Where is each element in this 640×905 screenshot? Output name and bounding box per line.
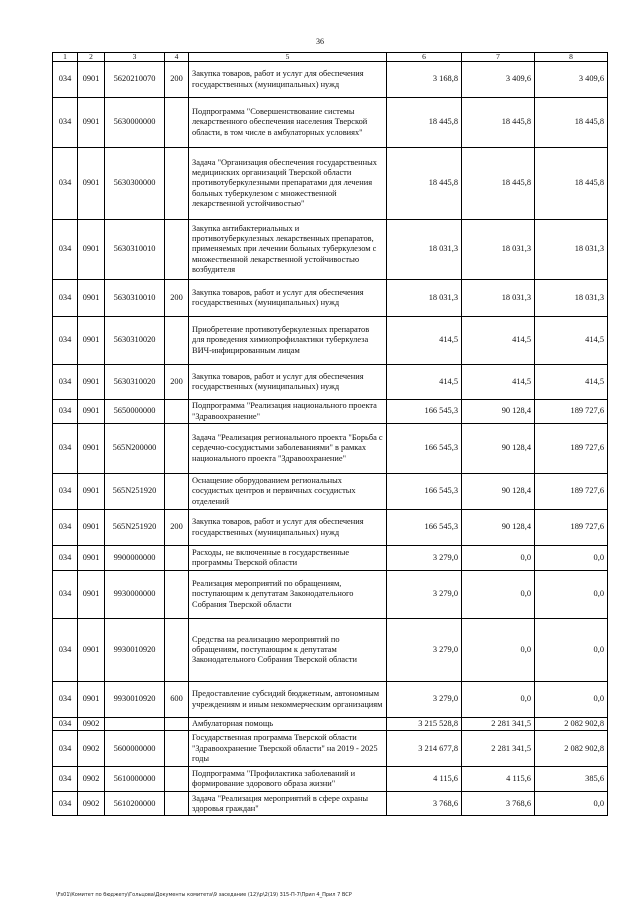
cell-target-article-code: 5630310020: [105, 317, 165, 365]
cell-amount-col8: 414,5: [535, 317, 608, 365]
cell-amount-col7: 0,0: [462, 571, 535, 619]
cell-description: Закупка антибактериальных и противотуберкулезных лекарственных препаратов, применяемых при лечении больных туберкулезом с множественной лекарственной устойчивостью возбудителя: [189, 220, 387, 280]
cell-section-code: 0901: [78, 365, 105, 400]
cell-section-code: 0902: [78, 731, 105, 767]
cell-amount-col8: 3 409,6: [535, 62, 608, 98]
cell-amount-col6: 166 545,3: [387, 400, 462, 424]
cell-amount-col7: 18 445,8: [462, 98, 535, 148]
page-number: 36: [316, 37, 324, 46]
cell-amount-col7: 2 281 341,5: [462, 731, 535, 767]
table-row: [53, 424, 608, 474]
cell-amount-col6: 3 279,0: [387, 682, 462, 718]
cell-amount-col7: 90 128,4: [462, 400, 535, 424]
cell-section-code: 0901: [78, 317, 105, 365]
column-header-6: 6: [387, 53, 462, 62]
cell-ministry-code: 034: [53, 62, 78, 98]
cell-amount-col7: 4 115,6: [462, 767, 535, 792]
cell-ministry-code: 034: [53, 400, 78, 424]
cell-expense-type-code: 200: [165, 62, 189, 98]
cell-target-article-code: 5650000000: [105, 400, 165, 424]
cell-ministry-code: 034: [53, 571, 78, 619]
table-row: [53, 98, 608, 148]
cell-section-code: 0901: [78, 220, 105, 280]
cell-expense-type-code: [165, 220, 189, 280]
cell-amount-col8: 189 727,6: [535, 510, 608, 546]
cell-expense-type-code: [165, 792, 189, 816]
cell-expense-type-code: [165, 317, 189, 365]
cell-amount-col6: 3 279,0: [387, 619, 462, 682]
cell-amount-col8: 2 082 902,8: [535, 731, 608, 767]
cell-description: Реализация мероприятий по обращениям, поступающим к депутатам Законодательного Собрания Тверской области: [189, 571, 387, 619]
table-row: [53, 718, 608, 731]
cell-amount-col7: 0,0: [462, 619, 535, 682]
table-row: [53, 62, 608, 98]
column-header-3: 3: [105, 53, 165, 62]
cell-section-code: 0901: [78, 62, 105, 98]
cell-target-article-code: 565N251920: [105, 510, 165, 546]
cell-section-code: 0902: [78, 792, 105, 816]
cell-target-article-code: 565N251920: [105, 474, 165, 510]
cell-amount-col6: 18 445,8: [387, 148, 462, 220]
cell-target-article-code: 5610000000: [105, 767, 165, 792]
cell-description: Подпрограмма "Реализация национального проекта "Здравоохранение": [189, 400, 387, 424]
cell-description: Закупка товаров, работ и услуг для обеспечения государственных (муниципальных) нужд: [189, 365, 387, 400]
cell-target-article-code: 5630310010: [105, 280, 165, 317]
table-row: [53, 400, 608, 424]
cell-amount-col8: 0,0: [535, 619, 608, 682]
cell-description: Закупка товаров, работ и услуг для обеспечения государственных (муниципальных) нужд: [189, 510, 387, 546]
cell-ministry-code: 034: [53, 619, 78, 682]
cell-expense-type-code: 200: [165, 510, 189, 546]
cell-section-code: 0902: [78, 767, 105, 792]
cell-target-article-code: 9930010920: [105, 619, 165, 682]
cell-ministry-code: 034: [53, 767, 78, 792]
cell-amount-col8: 0,0: [535, 546, 608, 571]
cell-amount-col8: 189 727,6: [535, 424, 608, 474]
cell-expense-type-code: [165, 400, 189, 424]
budget-table: [52, 52, 608, 816]
cell-amount-col6: 18 031,3: [387, 220, 462, 280]
cell-amount-col7: 414,5: [462, 365, 535, 400]
cell-section-code: 0901: [78, 424, 105, 474]
cell-amount-col7: 18 031,3: [462, 220, 535, 280]
cell-amount-col6: 414,5: [387, 317, 462, 365]
cell-amount-col8: 414,5: [535, 365, 608, 400]
cell-ministry-code: 034: [53, 424, 78, 474]
cell-description: Оснащение оборудованием региональных сосудистых центров и первичных сосудистых отделений: [189, 474, 387, 510]
cell-amount-col7: 0,0: [462, 682, 535, 718]
table-row: [53, 474, 608, 510]
cell-amount-col6: 3 768,6: [387, 792, 462, 816]
cell-amount-col7: 414,5: [462, 317, 535, 365]
footer-file-path: \Fs01\Комитет по бюджету\Гольцова\Документы комитета\9 заседание (12)\p\2(19) 315-П-7\Прил 4_Прил 7 ВСР: [56, 892, 352, 898]
cell-expense-type-code: [165, 98, 189, 148]
cell-amount-col8: 189 727,6: [535, 400, 608, 424]
cell-amount-col7: 18 445,8: [462, 148, 535, 220]
cell-ministry-code: 034: [53, 546, 78, 571]
cell-target-article-code: 5630310020: [105, 365, 165, 400]
cell-amount-col7: 90 128,4: [462, 510, 535, 546]
cell-amount-col7: 2 281 341,5: [462, 718, 535, 731]
cell-amount-col8: 18 445,8: [535, 148, 608, 220]
column-header-4: 4: [165, 53, 189, 62]
cell-description: Закупка товаров, работ и услуг для обеспечения государственных (муниципальных) нужд: [189, 280, 387, 317]
cell-target-article-code: 5630300000: [105, 148, 165, 220]
cell-expense-type-code: [165, 546, 189, 571]
cell-amount-col7: 90 128,4: [462, 424, 535, 474]
cell-amount-col6: 3 215 528,8: [387, 718, 462, 731]
cell-section-code: 0901: [78, 98, 105, 148]
cell-description: Амбулаторная помощь: [189, 718, 387, 731]
cell-amount-col8: 189 727,6: [535, 474, 608, 510]
cell-amount-col6: 166 545,3: [387, 474, 462, 510]
cell-expense-type-code: [165, 731, 189, 767]
cell-description: Приобретение противотуберкулезных препаратов для проведения химиопрофилактики туберкулеза ВИЧ-инфицированным лицам: [189, 317, 387, 365]
cell-amount-col6: 18 445,8: [387, 98, 462, 148]
cell-expense-type-code: [165, 148, 189, 220]
table-row: [53, 220, 608, 280]
cell-expense-type-code: 600: [165, 682, 189, 718]
cell-ministry-code: 034: [53, 474, 78, 510]
cell-target-article-code: 9930000000: [105, 571, 165, 619]
cell-target-article-code: 9930010920: [105, 682, 165, 718]
table-row: [53, 682, 608, 718]
cell-description: Подпрограмма "Профилактика заболеваний и формирование здорового образа жизни": [189, 767, 387, 792]
cell-amount-col7: 0,0: [462, 546, 535, 571]
cell-description: Задача "Реализация регионального проекта "Борьба с сердечно-сосудистыми заболеваниями" в рамках национального проекта "Здравоохранение": [189, 424, 387, 474]
table-row: [53, 365, 608, 400]
cell-amount-col6: 18 031,3: [387, 280, 462, 317]
table-row: [53, 619, 608, 682]
cell-section-code: 0901: [78, 148, 105, 220]
cell-amount-col8: 18 031,3: [535, 220, 608, 280]
cell-amount-col8: 385,6: [535, 767, 608, 792]
column-header-2: 2: [78, 53, 105, 62]
column-header-1: 1: [53, 53, 78, 62]
cell-section-code: 0901: [78, 546, 105, 571]
cell-amount-col6: 3 168,8: [387, 62, 462, 98]
cell-ministry-code: 034: [53, 718, 78, 731]
cell-section-code: 0901: [78, 280, 105, 317]
cell-section-code: 0901: [78, 510, 105, 546]
cell-expense-type-code: [165, 571, 189, 619]
cell-amount-col7: 90 128,4: [462, 474, 535, 510]
cell-description: Задача "Реализация мероприятий в сфере охраны здоровья граждан": [189, 792, 387, 816]
cell-target-article-code: [105, 718, 165, 731]
cell-ministry-code: 034: [53, 220, 78, 280]
table-body: [53, 62, 608, 816]
cell-target-article-code: 565N200000: [105, 424, 165, 474]
cell-target-article-code: 9900000000: [105, 546, 165, 571]
table-header-row: [53, 53, 608, 62]
cell-amount-col7: 3 409,6: [462, 62, 535, 98]
cell-amount-col6: 166 545,3: [387, 510, 462, 546]
cell-amount-col6: 414,5: [387, 365, 462, 400]
column-header-7: 7: [462, 53, 535, 62]
cell-amount-col6: 3 214 677,8: [387, 731, 462, 767]
cell-section-code: 0901: [78, 400, 105, 424]
cell-description: Государственная программа Тверской области "Здравоохранение Тверской области" на 2019 - 2025 годы: [189, 731, 387, 767]
cell-ministry-code: 034: [53, 510, 78, 546]
cell-amount-col8: 18 445,8: [535, 98, 608, 148]
cell-target-article-code: 5630310010: [105, 220, 165, 280]
cell-target-article-code: 5620210070: [105, 62, 165, 98]
cell-section-code: 0901: [78, 474, 105, 510]
cell-expense-type-code: [165, 619, 189, 682]
cell-amount-col8: 0,0: [535, 682, 608, 718]
table-row: [53, 148, 608, 220]
column-header-8: 8: [535, 53, 608, 62]
cell-amount-col8: 2 082 902,8: [535, 718, 608, 731]
table-row: [53, 571, 608, 619]
cell-expense-type-code: 200: [165, 280, 189, 317]
cell-ministry-code: 034: [53, 365, 78, 400]
cell-amount-col6: 3 279,0: [387, 571, 462, 619]
cell-amount-col8: 0,0: [535, 792, 608, 816]
table-row: [53, 546, 608, 571]
cell-amount-col6: 166 545,3: [387, 424, 462, 474]
table-row: [53, 317, 608, 365]
cell-description: Закупка товаров, работ и услуг для обеспечения государственных (муниципальных) нужд: [189, 62, 387, 98]
cell-section-code: 0901: [78, 619, 105, 682]
cell-description: Предоставление субсидий бюджетным, автономным учреждениям и иным некоммерческим организациям: [189, 682, 387, 718]
table-row: [53, 767, 608, 792]
table-row: [53, 731, 608, 767]
cell-expense-type-code: [165, 767, 189, 792]
cell-ministry-code: 034: [53, 148, 78, 220]
cell-ministry-code: 034: [53, 98, 78, 148]
cell-ministry-code: 034: [53, 317, 78, 365]
column-header-5: 5: [189, 53, 387, 62]
cell-description: Средства на реализацию мероприятий по обращениям, поступающим к депутатам Законодательного Собрания Тверской области: [189, 619, 387, 682]
cell-amount-col8: 18 031,3: [535, 280, 608, 317]
table-row: [53, 792, 608, 816]
cell-ministry-code: 034: [53, 731, 78, 767]
table-row: [53, 510, 608, 546]
cell-target-article-code: 5630000000: [105, 98, 165, 148]
cell-expense-type-code: 200: [165, 365, 189, 400]
cell-amount-col6: 3 279,0: [387, 546, 462, 571]
cell-section-code: 0901: [78, 682, 105, 718]
cell-description: Расходы, не включенные в государственные программы Тверской области: [189, 546, 387, 571]
cell-amount-col6: 4 115,6: [387, 767, 462, 792]
cell-expense-type-code: [165, 718, 189, 731]
cell-description: Подпрограмма "Совершенствование системы лекарственного обеспечения населения Тверской области, в том числе в амбулаторных условиях": [189, 98, 387, 148]
cell-ministry-code: 034: [53, 280, 78, 317]
cell-section-code: 0901: [78, 571, 105, 619]
table-row: [53, 280, 608, 317]
cell-amount-col8: 0,0: [535, 571, 608, 619]
cell-section-code: 0902: [78, 718, 105, 731]
cell-amount-col7: 3 768,6: [462, 792, 535, 816]
cell-expense-type-code: [165, 474, 189, 510]
cell-target-article-code: 5610200000: [105, 792, 165, 816]
cell-ministry-code: 034: [53, 792, 78, 816]
cell-description: Задача "Организация обеспечения государственных медицинских организаций Тверской области противотуберкулезными препаратами для лечения больных туберкулезом с множественной лекарственной устойчивостью": [189, 148, 387, 220]
cell-target-article-code: 5600000000: [105, 731, 165, 767]
cell-amount-col7: 18 031,3: [462, 280, 535, 317]
cell-ministry-code: 034: [53, 682, 78, 718]
cell-expense-type-code: [165, 424, 189, 474]
